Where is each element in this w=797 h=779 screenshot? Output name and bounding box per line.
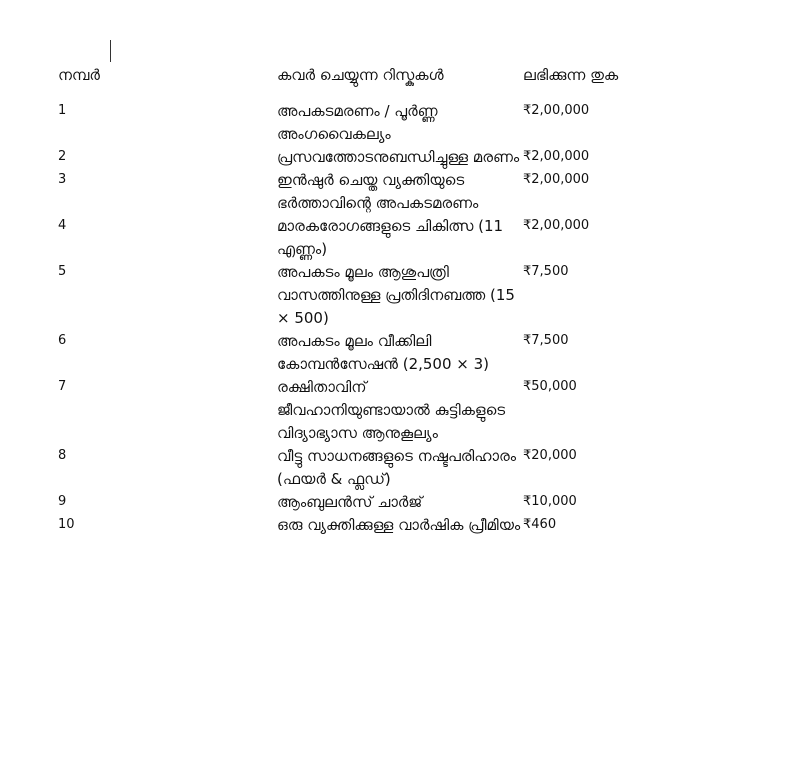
row-amount: ₹50,000 [523,379,577,394]
row-amount: ₹7,500 [523,333,569,348]
text-cursor [110,40,111,62]
row-amount: ₹10,000 [523,494,577,509]
table-row [58,330,758,376]
row-amount: ₹2,00,000 [523,103,590,118]
table-row [58,514,758,537]
row-number: 5 [58,264,67,279]
table-row [58,215,758,261]
row-number: 7 [58,379,67,394]
row-risk: പ്രസവത്തോടനുബന്ധിച്ചുള്ള മരണം [277,148,520,166]
row-amount: ₹460 [523,517,557,532]
row-risk: അപകടം മൂലം വീക്കിലി കോമ്പൻസേഷൻ (2,500 × 3) [277,332,490,373]
table-row [58,376,758,445]
row-risk: അപകടമരണം / പൂർണ്ണ അംഗവൈകല്യം [277,102,438,143]
table-row [58,100,758,146]
row-amount: ₹2,00,000 [523,218,590,233]
row-amount: ₹20,000 [523,448,577,463]
row-risk: വീട്ടു സാധനങ്ങളുടെ നഷ്ടപരിഹാരം (ഫയർ & ഫ്ലഡ്) [277,447,517,488]
row-amount: ₹2,00,000 [523,149,590,164]
row-number: 8 [58,448,67,463]
table-row [58,169,758,215]
row-number: 10 [58,517,75,532]
table-header-row [58,64,758,100]
row-number: 6 [58,333,67,348]
row-number: 1 [58,103,67,118]
row-risk: ഇൻഷുർ ചെയ്ത വ്യക്തിയുടെ ഭർത്താവിന്റെ അപകടമരണം [277,171,479,212]
row-number: 3 [58,172,67,187]
row-number: 4 [58,218,67,233]
header-number: നമ്പർ [58,66,100,84]
row-amount: ₹7,500 [523,264,569,279]
row-risk: ഒരു വ്യക്തിക്കുള്ള വാർഷിക പ്രീമിയം [277,516,521,534]
row-number: 2 [58,149,67,164]
table-row [58,445,758,491]
row-amount: ₹2,00,000 [523,172,590,187]
coverage-table [58,64,758,537]
table-row [58,261,758,330]
row-risk: അപകടം മൂലം ആശുപത്രി വാസത്തിനുള്ള പ്രതിദിനബത്ത (15 × 500) [277,263,515,327]
row-number: 9 [58,494,67,509]
row-risk: രക്ഷിതാവിന് ജീവഹാനിയുണ്ടായാൽ കുട്ടികളുടെ വിദ്യാഭ്യാസ ആനുകൂല്യം [277,378,506,442]
row-risk: മാരകരോഗങ്ങളുടെ ചികിത്സ (11 എണ്ണം) [277,217,504,258]
table-row [58,146,758,169]
row-risk: ആംബുലൻസ് ചാർജ് [277,493,423,511]
header-risk: കവർ ചെയ്യുന്ന റിസ്കുകൾ [277,66,444,84]
table-row [58,491,758,514]
header-amount: ലഭിക്കുന്ന തുക [523,66,619,84]
